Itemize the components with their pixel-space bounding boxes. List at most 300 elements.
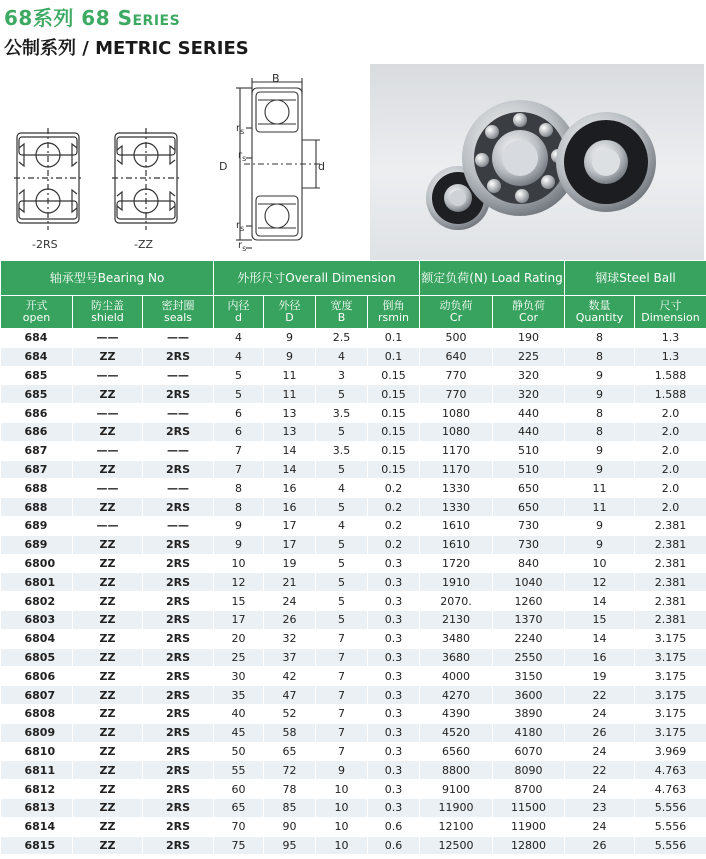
cell-width-b: 5 — [316, 573, 368, 592]
cell-seals: 2RS — [143, 780, 214, 799]
cell-shield: ZZ — [73, 385, 143, 404]
cell-shield: ZZ — [73, 573, 143, 592]
cell-chamfer: 0.3 — [368, 629, 420, 648]
cell-seals: 2RS — [143, 836, 214, 855]
cell-static-load: 1040 — [493, 573, 565, 592]
cell-chamfer: 0.3 — [368, 592, 420, 611]
cell-static-load: 510 — [493, 441, 565, 460]
cell-open: 6801 — [1, 573, 73, 592]
cell-outer-d: 52 — [264, 704, 316, 723]
dim-outer-d-label: D — [219, 160, 228, 173]
cell-width-b: 5 — [316, 422, 368, 441]
table-column-header — [1, 296, 706, 329]
table-row — [1, 648, 706, 667]
table-row — [1, 404, 706, 423]
cell-seals: 2RS — [143, 573, 214, 592]
column-header-en: seals — [163, 311, 193, 324]
cell-ball-quantity: 14 — [565, 629, 635, 648]
cell-seals: —— — [143, 479, 214, 498]
cell-chamfer: 0.15 — [368, 385, 420, 404]
table-row — [1, 780, 706, 799]
cell-outer-d: 32 — [264, 629, 316, 648]
cell-chamfer: 0.6 — [368, 817, 420, 836]
cell-ball-dimension: 2.381 — [635, 535, 706, 554]
cell-static-load: 1370 — [493, 610, 565, 629]
cell-static-load: 2550 — [493, 648, 565, 667]
table-row — [1, 366, 706, 385]
cell-open: 6805 — [1, 648, 73, 667]
table-row — [1, 498, 706, 517]
cell-static-load: 11500 — [493, 798, 565, 817]
cell-ball-dimension: 1.3 — [635, 347, 706, 366]
cell-ball-quantity: 24 — [565, 704, 635, 723]
cell-inner-d: 40 — [214, 704, 264, 723]
cell-ball-dimension: 3.175 — [635, 704, 706, 723]
cell-width-b: 2.5 — [316, 329, 368, 348]
cell-inner-d: 75 — [214, 836, 264, 855]
cell-outer-d: 72 — [264, 761, 316, 780]
cell-chamfer: 0.2 — [368, 516, 420, 535]
cell-ball-dimension: 4.763 — [635, 761, 706, 780]
cell-shield: ZZ — [73, 761, 143, 780]
cell-width-b: 4 — [316, 516, 368, 535]
cell-open: 6800 — [1, 554, 73, 573]
cell-open: 6814 — [1, 817, 73, 836]
cell-dynamic-load: 1330 — [420, 498, 493, 517]
cell-static-load: 2240 — [493, 629, 565, 648]
page-subtitle: 公制系列 / METRIC SERIES — [4, 38, 249, 59]
cell-seals: 2RS — [143, 686, 214, 705]
cell-open: 688 — [1, 479, 73, 498]
cell-outer-d: 14 — [264, 460, 316, 479]
table-row — [1, 479, 706, 498]
cell-dynamic-load: 2130 — [420, 610, 493, 629]
cell-ball-quantity: 8 — [565, 422, 635, 441]
column-header-en: Quantity — [575, 311, 624, 324]
cell-outer-d: 85 — [264, 798, 316, 817]
cell-open: 6802 — [1, 592, 73, 611]
column-header-en: Cor — [519, 311, 538, 324]
cell-shield: ZZ — [73, 798, 143, 817]
bearing-product-photo — [370, 64, 704, 260]
cell-seals: 2RS — [143, 817, 214, 836]
column-header-en: Dimension — [641, 311, 700, 324]
dim-rs-label-2: $r_s$ — [238, 150, 247, 163]
cell-width-b: 5 — [316, 554, 368, 573]
cell-width-b: 4 — [316, 479, 368, 498]
column-header-width-b — [316, 296, 368, 329]
cell-seals: —— — [143, 366, 214, 385]
cell-open: 685 — [1, 385, 73, 404]
cell-open: 687 — [1, 460, 73, 479]
table-row — [1, 441, 706, 460]
column-header-outer-d — [264, 296, 316, 329]
cell-chamfer: 0.3 — [368, 723, 420, 742]
cell-open: 6809 — [1, 723, 73, 742]
cell-inner-d: 8 — [214, 498, 264, 517]
cell-static-load: 225 — [493, 347, 565, 366]
cell-dynamic-load: 12100 — [420, 817, 493, 836]
cell-inner-d: 4 — [214, 347, 264, 366]
cell-open: 684 — [1, 347, 73, 366]
cell-outer-d: 14 — [264, 441, 316, 460]
cell-dynamic-load: 3480 — [420, 629, 493, 648]
column-header-ball-quantity — [565, 296, 635, 329]
table-row — [1, 573, 706, 592]
cell-chamfer: 0.15 — [368, 460, 420, 479]
cell-dynamic-load: 4390 — [420, 704, 493, 723]
cell-ball-dimension: 3.175 — [635, 667, 706, 686]
cell-dynamic-load: 12500 — [420, 836, 493, 855]
cell-outer-d: 19 — [264, 554, 316, 573]
cell-chamfer: 0.3 — [368, 648, 420, 667]
cell-static-load: 8090 — [493, 761, 565, 780]
cell-inner-d: 8 — [214, 479, 264, 498]
cell-outer-d: 78 — [264, 780, 316, 799]
column-header-cn: 防尘盖 — [91, 299, 124, 312]
cell-inner-d: 6 — [214, 422, 264, 441]
cell-inner-d: 30 — [214, 667, 264, 686]
cell-width-b: 7 — [316, 704, 368, 723]
column-header-inner-d — [214, 296, 264, 329]
cell-static-load: 510 — [493, 460, 565, 479]
cell-chamfer: 0.15 — [368, 422, 420, 441]
cell-seals: 2RS — [143, 385, 214, 404]
table-row — [1, 554, 706, 573]
cell-dynamic-load: 1910 — [420, 573, 493, 592]
cell-shield: ZZ — [73, 592, 143, 611]
cell-outer-d: 17 — [264, 535, 316, 554]
cell-ball-dimension: 5.556 — [635, 836, 706, 855]
cell-outer-d: 21 — [264, 573, 316, 592]
column-header-seals — [143, 296, 214, 329]
cell-ball-quantity: 22 — [565, 686, 635, 705]
cell-width-b: 5 — [316, 498, 368, 517]
cell-width-b: 7 — [316, 648, 368, 667]
table-row — [1, 385, 706, 404]
column-header-chamfer — [368, 296, 420, 329]
cell-shield: —— — [73, 516, 143, 535]
cell-ball-quantity: 8 — [565, 329, 635, 348]
table-row — [1, 516, 706, 535]
cell-dynamic-load: 770 — [420, 366, 493, 385]
cell-width-b: 5 — [316, 592, 368, 611]
table-row — [1, 422, 706, 441]
cell-chamfer: 0.3 — [368, 704, 420, 723]
label-zz: -ZZ — [134, 238, 154, 251]
cell-ball-dimension: 2.381 — [635, 573, 706, 592]
cell-chamfer: 0.3 — [368, 798, 420, 817]
cell-inner-d: 4 — [214, 329, 264, 348]
cell-seals: 2RS — [143, 648, 214, 667]
cell-dynamic-load: 1080 — [420, 422, 493, 441]
group-steel-ball: 钢球Steel Ball — [565, 261, 706, 296]
cell-static-load: 650 — [493, 479, 565, 498]
cell-static-load: 3890 — [493, 704, 565, 723]
cell-ball-dimension: 2.0 — [635, 404, 706, 423]
column-header-cn: 开式 — [25, 299, 48, 312]
cell-open: 688 — [1, 498, 73, 517]
cell-seals: 2RS — [143, 723, 214, 742]
cell-inner-d: 15 — [214, 592, 264, 611]
cell-ball-quantity: 16 — [565, 648, 635, 667]
cell-shield: ZZ — [73, 817, 143, 836]
table-row — [1, 329, 706, 348]
cell-static-load: 320 — [493, 385, 565, 404]
cell-static-load: 3600 — [493, 686, 565, 705]
cell-chamfer: 0.3 — [368, 742, 420, 761]
cell-chamfer: 0.2 — [368, 535, 420, 554]
cell-shield: ZZ — [73, 554, 143, 573]
cell-static-load: 190 — [493, 329, 565, 348]
cell-shield: ZZ — [73, 535, 143, 554]
cell-ball-quantity: 11 — [565, 479, 635, 498]
cell-static-load: 650 — [493, 498, 565, 517]
cell-outer-d: 9 — [264, 329, 316, 348]
cell-inner-d: 20 — [214, 629, 264, 648]
cell-chamfer: 0.1 — [368, 329, 420, 348]
column-header-en: d — [235, 311, 242, 324]
cell-dynamic-load: 1720 — [420, 554, 493, 573]
dim-rs-label-4: $r_s$ — [238, 240, 247, 253]
cell-static-load: 320 — [493, 366, 565, 385]
cell-shield: ZZ — [73, 648, 143, 667]
cell-ball-quantity: 8 — [565, 404, 635, 423]
table-row — [1, 460, 706, 479]
cell-seals: 2RS — [143, 629, 214, 648]
column-header-dynamic-load — [420, 296, 493, 329]
cell-shield: ZZ — [73, 686, 143, 705]
cell-inner-d: 17 — [214, 610, 264, 629]
bearing-spec-table — [0, 260, 706, 855]
cell-chamfer: 0.15 — [368, 404, 420, 423]
cell-outer-d: 17 — [264, 516, 316, 535]
cell-inner-d: 65 — [214, 798, 264, 817]
cell-static-load: 730 — [493, 516, 565, 535]
column-header-en: B — [337, 311, 346, 324]
cell-outer-d: 47 — [264, 686, 316, 705]
cell-ball-quantity: 9 — [565, 535, 635, 554]
cell-shield: ZZ — [73, 836, 143, 855]
cell-seals: 2RS — [143, 761, 214, 780]
cell-shield: —— — [73, 366, 143, 385]
cell-open: 6815 — [1, 836, 73, 855]
cell-inner-d: 9 — [214, 516, 264, 535]
cell-outer-d: 13 — [264, 422, 316, 441]
column-header-static-load — [493, 296, 565, 329]
cell-dynamic-load: 500 — [420, 329, 493, 348]
title-prefix: 68系列 68 — [4, 6, 118, 30]
group-bearing-no: 轴承型号Bearing No — [1, 261, 214, 296]
cell-dynamic-load: 640 — [420, 347, 493, 366]
table-row — [1, 667, 706, 686]
cell-chamfer: 0.6 — [368, 836, 420, 855]
cell-seals: 2RS — [143, 422, 214, 441]
cell-static-load: 730 — [493, 535, 565, 554]
cell-ball-dimension: 1.588 — [635, 366, 706, 385]
table-row — [1, 817, 706, 836]
column-header-cn: 密封圈 — [161, 299, 195, 312]
cell-dynamic-load: 1170 — [420, 460, 493, 479]
cell-dynamic-load: 9100 — [420, 780, 493, 799]
cell-open: 6813 — [1, 798, 73, 817]
cell-ball-quantity: 9 — [565, 441, 635, 460]
table-row — [1, 704, 706, 723]
cell-chamfer: 0.3 — [368, 780, 420, 799]
cell-outer-d: 24 — [264, 592, 316, 611]
table-row — [1, 836, 706, 855]
cell-dynamic-load: 4270 — [420, 686, 493, 705]
cell-static-load: 8700 — [493, 780, 565, 799]
table-row — [1, 629, 706, 648]
cell-outer-d: 42 — [264, 667, 316, 686]
cell-inner-d: 50 — [214, 742, 264, 761]
cell-width-b: 9 — [316, 761, 368, 780]
cell-width-b: 10 — [316, 836, 368, 855]
cell-seals: 2RS — [143, 742, 214, 761]
cell-width-b: 7 — [316, 742, 368, 761]
table-row — [1, 592, 706, 611]
cell-seals: 2RS — [143, 347, 214, 366]
cell-ball-quantity: 9 — [565, 385, 635, 404]
cell-shield: ZZ — [73, 742, 143, 761]
cell-ball-dimension: 2.0 — [635, 441, 706, 460]
cell-ball-dimension: 4.763 — [635, 780, 706, 799]
cell-ball-dimension: 2.0 — [635, 479, 706, 498]
cell-outer-d: 11 — [264, 385, 316, 404]
cell-inner-d: 55 — [214, 761, 264, 780]
cell-ball-quantity: 12 — [565, 573, 635, 592]
cell-outer-d: 26 — [264, 610, 316, 629]
cell-seals: 2RS — [143, 554, 214, 573]
cell-dynamic-load: 1080 — [420, 404, 493, 423]
cell-static-load: 3150 — [493, 667, 565, 686]
cell-dynamic-load: 770 — [420, 385, 493, 404]
cell-inner-d: 60 — [214, 780, 264, 799]
cell-shield: ZZ — [73, 704, 143, 723]
cell-seals: 2RS — [143, 798, 214, 817]
cell-shield: ZZ — [73, 629, 143, 648]
cell-shield: ZZ — [73, 422, 143, 441]
column-header-cn: 倒角 — [382, 299, 405, 312]
cell-outer-d: 16 — [264, 498, 316, 517]
cell-dynamic-load: 1330 — [420, 479, 493, 498]
cell-dynamic-load: 4000 — [420, 667, 493, 686]
cell-chamfer: 0.3 — [368, 667, 420, 686]
column-header-ball-dimension — [635, 296, 706, 329]
cell-outer-d: 90 — [264, 817, 316, 836]
cell-outer-d: 13 — [264, 404, 316, 423]
table-row — [1, 610, 706, 629]
cell-width-b: 10 — [316, 817, 368, 836]
cell-open: 689 — [1, 516, 73, 535]
cell-inner-d: 12 — [214, 573, 264, 592]
group-overall-dimension: 外形尺寸Overall Dimension — [214, 261, 420, 296]
cell-chamfer: 0.3 — [368, 554, 420, 573]
cell-ball-quantity: 8 — [565, 347, 635, 366]
cell-static-load: 440 — [493, 422, 565, 441]
cell-ball-dimension: 1.3 — [635, 329, 706, 348]
cell-ball-quantity: 11 — [565, 498, 635, 517]
cell-width-b: 5 — [316, 610, 368, 629]
cell-dynamic-load: 6560 — [420, 742, 493, 761]
cell-ball-dimension: 2.0 — [635, 460, 706, 479]
cell-ball-quantity: 24 — [565, 742, 635, 761]
cell-ball-dimension: 3.175 — [635, 686, 706, 705]
cell-static-load: 12800 — [493, 836, 565, 855]
cell-static-load: 440 — [493, 404, 565, 423]
dim-inner-d-label: d — [318, 160, 325, 173]
cell-ball-quantity: 9 — [565, 516, 635, 535]
cell-static-load: 1260 — [493, 592, 565, 611]
cell-inner-d: 5 — [214, 385, 264, 404]
cell-seals: —— — [143, 516, 214, 535]
column-header-en: D — [285, 311, 294, 324]
table-row — [1, 723, 706, 742]
dim-rs-label-3: $r_s$ — [236, 220, 245, 233]
cell-ball-quantity: 24 — [565, 780, 635, 799]
cell-dynamic-load: 1610 — [420, 516, 493, 535]
table-group-header — [1, 261, 706, 296]
cell-shield: —— — [73, 479, 143, 498]
cell-dynamic-load: 8800 — [420, 761, 493, 780]
cell-ball-quantity: 24 — [565, 817, 635, 836]
cell-static-load: 840 — [493, 554, 565, 573]
cell-ball-dimension: 2.0 — [635, 422, 706, 441]
cell-seals: —— — [143, 441, 214, 460]
cell-inner-d: 9 — [214, 535, 264, 554]
cell-ball-dimension: 3.175 — [635, 629, 706, 648]
cell-open: 6811 — [1, 761, 73, 780]
cell-inner-d: 6 — [214, 404, 264, 423]
cell-dynamic-load: 4520 — [420, 723, 493, 742]
cell-width-b: 5 — [316, 535, 368, 554]
cell-width-b: 7 — [316, 686, 368, 705]
cell-width-b: 7 — [316, 723, 368, 742]
cell-chamfer: 0.3 — [368, 686, 420, 705]
cell-ball-quantity: 9 — [565, 366, 635, 385]
table-row — [1, 798, 706, 817]
cell-static-load: 6070 — [493, 742, 565, 761]
cell-open: 6808 — [1, 704, 73, 723]
cell-seals: 2RS — [143, 460, 214, 479]
table-row — [1, 535, 706, 554]
cell-shield: —— — [73, 441, 143, 460]
cell-seals: 2RS — [143, 592, 214, 611]
cell-seals: 2RS — [143, 704, 214, 723]
cell-open: 6804 — [1, 629, 73, 648]
cell-ball-quantity: 26 — [565, 723, 635, 742]
cell-open: 684 — [1, 329, 73, 348]
cell-outer-d: 95 — [264, 836, 316, 855]
table-row — [1, 347, 706, 366]
cell-ball-dimension: 3.175 — [635, 648, 706, 667]
cell-shield: ZZ — [73, 498, 143, 517]
cell-seals: 2RS — [143, 535, 214, 554]
cell-width-b: 10 — [316, 798, 368, 817]
column-header-cn: 内径 — [227, 299, 250, 312]
cell-ball-quantity: 23 — [565, 798, 635, 817]
cell-ball-dimension: 2.381 — [635, 610, 706, 629]
column-header-en: shield — [91, 311, 124, 324]
column-header-en: Cr — [449, 311, 463, 324]
cell-open: 6810 — [1, 742, 73, 761]
cell-outer-d: 58 — [264, 723, 316, 742]
column-header-cn: 宽度 — [330, 299, 353, 312]
cell-dynamic-load: 11900 — [420, 798, 493, 817]
cell-ball-dimension: 2.0 — [635, 498, 706, 517]
cell-shield: ZZ — [73, 723, 143, 742]
